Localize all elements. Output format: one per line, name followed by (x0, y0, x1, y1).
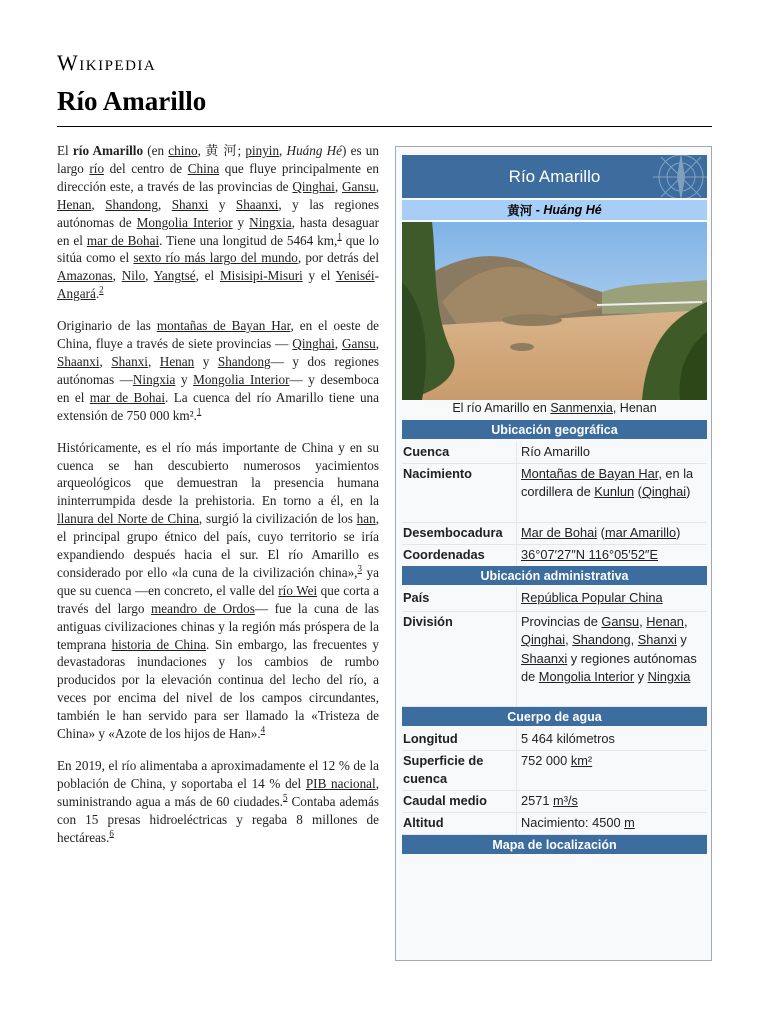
link-historia-china[interactable]: historia de China (111, 636, 207, 652)
pinyin-name: Huáng Hé (286, 143, 343, 158)
paragraph-intro: El río Amarillo (en chino, 黄 河; pinyin, Huáng Hé) es un largo río del centro de China que fluye principalmente en dirección este, a través de las provincias de Qinghai, Gansu, Henan, Shandong, Shanxi y Shaanxi, y las regiones autónomas de Mongolia Interior y Ningxia, hasta desaguar en el mar de Bohai. Tiene una longitud de 5464 km,$^1$ que lo sitúa como el sexto río más largo del mundo, por detrás del Amazonas, Nilo, Yangtsé, el Misisipi-Misuri y el Yeniséi-Angará.$^2$ (57, 143, 379, 302)
row-altitud: Altitud Nacimiento: 4500 m (402, 812, 707, 835)
link-gansu[interactable]: Gansu (342, 178, 376, 194)
link-kunlun[interactable]: Kunlun (594, 484, 635, 500)
row-division: División Provincias de Gansu, Henan, Qinghai, Shandong, Shanxi y Shaanxi y regiones autónomas de Mongolia Interior y Ningxia (402, 611, 707, 707)
row-coordenadas: Coordenadas 36°07′27″N 116°05′52″E (402, 544, 707, 567)
link-llanura-norte-china[interactable]: llanura del Norte de China (57, 511, 199, 527)
reference-6[interactable]: 6 (109, 828, 114, 839)
reference-5[interactable]: 5 (282, 792, 288, 803)
link-shandong[interactable]: Shandong (572, 632, 631, 648)
link-han[interactable]: han (356, 511, 376, 527)
reference-3[interactable]: 3 (357, 563, 362, 574)
wikipedia-wordmark[interactable]: Wikipedia (57, 50, 157, 75)
link-angara[interactable]: Angará (57, 286, 96, 302)
link-coordinates[interactable]: 36°07′27″N 116°05′52″E (521, 547, 658, 562)
link-amazonas[interactable]: Amazonas (57, 268, 113, 284)
link-shandong[interactable]: Shandong (105, 196, 158, 212)
link-sanmenxia[interactable]: Sanmenxia (550, 401, 613, 415)
link-yangtse[interactable]: Yangtsé (153, 268, 196, 284)
river-landscape-image (402, 222, 707, 400)
row-nacimiento: Nacimiento Montañas de Bayan Har, en la cordillera de Kunlun (Qinghai) (402, 463, 707, 523)
infobox (395, 146, 712, 961)
title-divider (57, 126, 712, 127)
row-caudal-medio: Caudal medio 2571 m³/s (402, 790, 707, 813)
link-shanxi[interactable]: Shanxi (111, 353, 148, 369)
row-cuenca: Cuenca Río Amarillo (402, 441, 707, 464)
infobox-subtitle: 黄河 - Huáng Hé (402, 200, 707, 220)
paragraph-economy: En 2019, el río alimentaba a aproximadamente el 12 % de la población de China, y soportaba el 14 % del PIB nacional, suministrando agua a más de 60 ciudades.$^5$ Contaba además con 15 presas hidroeléctricas y regaba 8 millones de hectáreas.$^6$ (57, 758, 379, 845)
page-title: Río Amarillo (57, 86, 207, 116)
reference-1[interactable]: 1 (196, 406, 202, 417)
link-qinghai[interactable]: Qinghai (521, 632, 566, 648)
link-mongolia-interior[interactable]: Mongolia Interior (136, 214, 233, 230)
compass-rose-icon (651, 155, 707, 198)
article-body (57, 142, 379, 861)
link-metro[interactable]: m (624, 815, 635, 830)
reference-2[interactable]: 2 (99, 284, 104, 295)
paragraph-history: Históricamente, es el río más importante de China y en su cuenca se han descubierto numerosos yacimientos arqueológicos que demuestran la presencia humana ininterrumpida desde la prehistoria. En torno a él, en la llanura del Norte de China, surgió la civilización de los han, el principal grupo étnico del país, cuyo territorio se iría expandiendo después hacia el sur. El río Amarillo es considerado por ello «la cuna de la civilización china»,$^3$ ya que su cuenca —en concreto, el valle del río Wei que corta a través del largo meandro de Ordos— fue la cuna de las antiguas civilizaciones chinas y la región más próspera de la temprana historia de China. Sin embargo, las frecuentes y devastadoras inundaciones y los cambios de rumbo producidos por la elevación continua del lecho del río, a veces por encima del nivel de los campos circundantes, también le han servido para ser llamado la «Tristeza de China» y «Azote de los hijos de Han».$^4$ (57, 439, 379, 742)
link-henan[interactable]: Henan (57, 196, 92, 212)
link-shaanxi[interactable]: Shaanxi (57, 353, 100, 369)
section-ubicacion-administrativa: Ubicación administrativa (402, 566, 707, 585)
infobox-title: Río Amarillo (402, 155, 707, 198)
link-nilo[interactable]: Nilo (121, 268, 146, 284)
row-desembocadura: Desembocadura Mar de Bohai (mar Amarillo) (402, 522, 707, 545)
section-cuerpo-de-agua: Cuerpo de agua (402, 707, 707, 726)
link-henan[interactable]: Henan (159, 353, 195, 369)
row-longitud: Longitud 5 464 kilómetros (402, 728, 707, 751)
bold-term: río Amarillo (72, 143, 144, 158)
link-km2[interactable]: km² (570, 753, 593, 768)
link-china[interactable]: China (187, 160, 220, 176)
section-ubicacion-geografica: Ubicación geográfica (402, 420, 707, 439)
link-ningxia[interactable]: Ningxia (249, 214, 292, 230)
section-mapa-de-localizacion: Mapa de localización (402, 835, 707, 854)
link-gansu[interactable]: Gansu (601, 614, 640, 629)
link-qinghai[interactable]: Qinghai (641, 484, 687, 500)
link-qinghai[interactable]: Qinghai (292, 178, 335, 194)
link-rio-wei[interactable]: río Wei (278, 582, 318, 598)
row-pais: País República Popular China (402, 587, 707, 612)
link-misisipi-misuri[interactable]: Misisipi-Misuri (219, 268, 303, 284)
link-shanxi[interactable]: Shanxi (171, 196, 209, 212)
reference-4[interactable]: 4 (260, 724, 266, 735)
link-montanas-bayan-har[interactable]: montañas de Bayan Har (156, 318, 291, 334)
link-yenisei[interactable]: Yeniséi (335, 268, 375, 284)
link-rio[interactable]: río (89, 160, 105, 176)
link-ningxia[interactable]: Ningxia (647, 669, 691, 685)
link-qinghai[interactable]: Qinghai (292, 336, 335, 352)
link-sexto-rio[interactable]: sexto río más largo del mundo (133, 250, 298, 266)
link-m3s[interactable]: m³/s (553, 793, 578, 808)
link-republica-popular-china[interactable]: República Popular China (521, 590, 663, 605)
link-shandong[interactable]: Shandong (217, 353, 271, 369)
link-meandro-ordos[interactable]: meandro de Ordos (151, 600, 255, 616)
link-chino[interactable]: chino (168, 143, 198, 158)
link-pib-nacional[interactable]: PIB nacional (305, 775, 376, 791)
link-pinyin[interactable]: pinyin (245, 143, 280, 158)
row-superficie-cuenca: Superficie de cuenca 752 000 km² (402, 750, 707, 791)
link-henan[interactable]: Henan (646, 614, 684, 629)
link-shaanxi[interactable]: Shaanxi (235, 196, 279, 212)
link-mar-de-bohai[interactable]: Mar de Bohai (521, 525, 598, 540)
link-mar-de-bohai[interactable]: mar de Bohai (89, 389, 166, 405)
link-mar-amarillo[interactable]: mar Amarillo (604, 525, 677, 540)
paragraph-origin: Originario de las montañas de Bayan Har, en el oeste de China, fluye a través de siete provincias — Qinghai, Gansu, Shaanxi, Shanxi, Henan y Shandong— y dos regiones autónomas —Ningxia y Mongolia Interior— y desemboca en el mar de Bohai. La cuenca del río Amarillo tiene una extensión de 750 000 km².$^1$ (57, 318, 380, 423)
link-mongolia-interior[interactable]: Mongolia Interior (538, 669, 635, 685)
river-photo[interactable] (402, 222, 707, 400)
link-gansu[interactable]: Gansu (342, 336, 376, 352)
photo-caption: El río Amarillo en Sanmenxia, Henan (452, 401, 657, 415)
link-mar-de-bohai[interactable]: mar de Bohai (86, 232, 160, 248)
link-mongolia-interior[interactable]: Mongolia Interior (193, 371, 290, 387)
link-montanas-bayan-har[interactable]: Montañas de Bayan Har (521, 466, 659, 481)
chinese-characters: 黄 河 (205, 143, 238, 158)
link-shaanxi[interactable]: Shaanxi (521, 650, 568, 666)
link-shanxi[interactable]: Shanxi (637, 632, 677, 648)
reference-1[interactable]: 1 (337, 231, 342, 242)
link-ningxia[interactable]: Ningxia (132, 371, 176, 387)
